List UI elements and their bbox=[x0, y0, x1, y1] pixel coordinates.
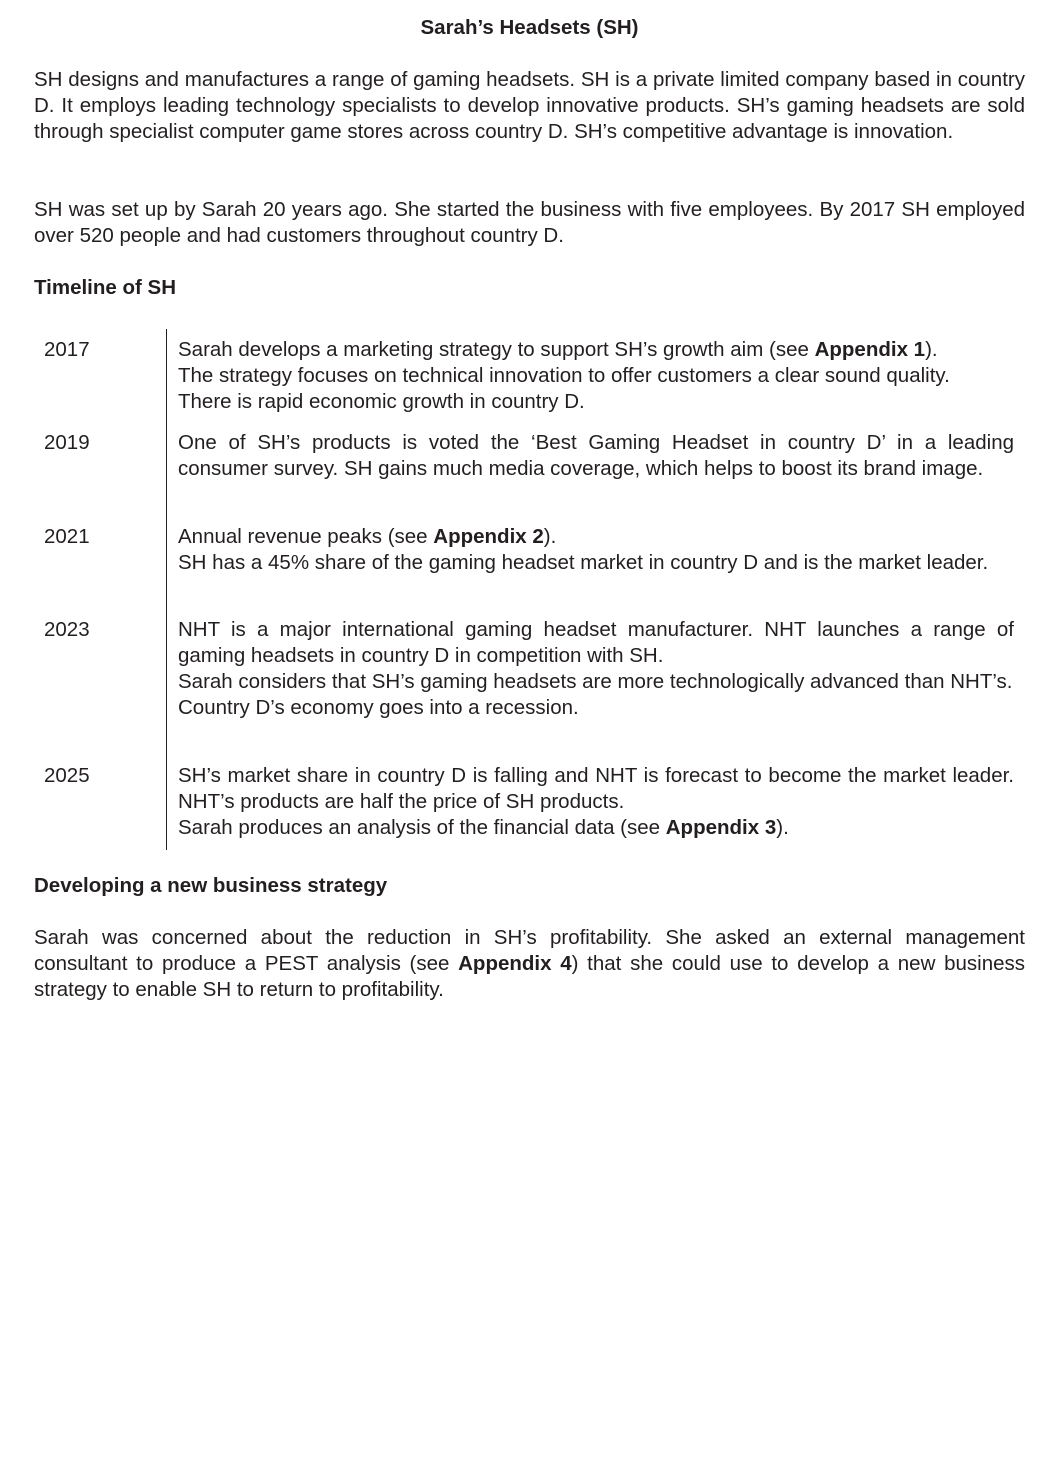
strategy-heading: Developing a new business strategy bbox=[34, 874, 388, 897]
timeline-line bbox=[178, 815, 1014, 841]
text-run: ). bbox=[776, 816, 789, 839]
timeline-text bbox=[178, 524, 1014, 576]
appendix-reference: Appendix 2 bbox=[433, 525, 544, 548]
timeline-year: 2021 bbox=[44, 525, 90, 548]
timeline-text bbox=[178, 430, 1014, 482]
timeline-text bbox=[178, 617, 1014, 721]
text-run: ). bbox=[925, 338, 938, 361]
document-title: Sarah’s Headsets (SH) bbox=[420, 16, 639, 39]
timeline-line: SH’s market share in country D is falling and NHT is forecast to become the market leader. NHT’s products are half the price of SH products. bbox=[178, 764, 1014, 813]
text-run: Sarah produces an analysis of the financial data (see bbox=[178, 816, 666, 839]
timeline-heading: Timeline of SH bbox=[34, 276, 177, 299]
timeline-line: Sarah considers that SH’s gaming headsets are more technologically advanced than NHT’s. bbox=[178, 670, 1013, 693]
timeline-divider bbox=[166, 329, 167, 850]
timeline-text bbox=[178, 763, 1014, 841]
timeline-year: 2019 bbox=[44, 431, 90, 454]
text-run: Sarah was concerned about the reduction in SH’s profitability. She asked an external management consultant to produce a PEST analysis (see bbox=[34, 926, 1025, 975]
timeline-year: 2017 bbox=[44, 338, 90, 361]
intro-paragraph-1: SH designs and manufactures a range of gaming headsets. SH is a private limited company based in country D. It employs leading technology specialists to develop innovative products. SH’s gaming headsets are sold through specialist computer game stores across country D. SH’s competitive advantage is innovation. bbox=[34, 68, 1025, 143]
timeline-line: Country D’s economy goes into a recession. bbox=[178, 696, 579, 719]
timeline-line: NHT is a major international gaming headset manufacturer. NHT launches a range of gaming headsets in country D in competition with SH. bbox=[178, 618, 1014, 667]
intro-paragraph-2: SH was set up by Sarah 20 years ago. She started the business with five employees. By 2017 SH employed over 520 people and had customers throughout country D. bbox=[34, 198, 1025, 247]
timeline-year: 2025 bbox=[44, 764, 90, 787]
text-run: Sarah develops a marketing strategy to support SH’s growth aim (see bbox=[178, 338, 815, 361]
text-run: ). bbox=[543, 525, 557, 548]
timeline-line bbox=[178, 337, 1014, 363]
appendix-reference: Appendix 4 bbox=[458, 952, 572, 975]
strategy-paragraph bbox=[34, 925, 1025, 1003]
timeline-year: 2023 bbox=[44, 618, 90, 641]
appendix-reference: Appendix 3 bbox=[665, 816, 777, 839]
timeline-line: There is rapid economic growth in country D. bbox=[178, 390, 585, 413]
timeline-line: One of SH’s products is voted the ‘Best Gaming Headset in country D’ in a leading consumer survey. SH gains much media coverage, which helps to boost its brand image. bbox=[178, 431, 1014, 480]
timeline-text bbox=[178, 337, 1014, 415]
appendix-reference: Appendix 1 bbox=[814, 338, 926, 361]
timeline-line: The strategy focuses on technical innovation to offer customers a clear sound quality. bbox=[178, 364, 950, 387]
timeline-line: SH has a 45% share of the gaming headset market in country D and is the market leader. bbox=[178, 551, 989, 574]
timeline bbox=[34, 329, 1014, 850]
text-run: Annual revenue peaks (see bbox=[178, 525, 434, 548]
text-run: ) that she could use to develop a new business strategy to enable SH to return to profitability. bbox=[34, 952, 1025, 1001]
timeline-line bbox=[178, 524, 1014, 550]
